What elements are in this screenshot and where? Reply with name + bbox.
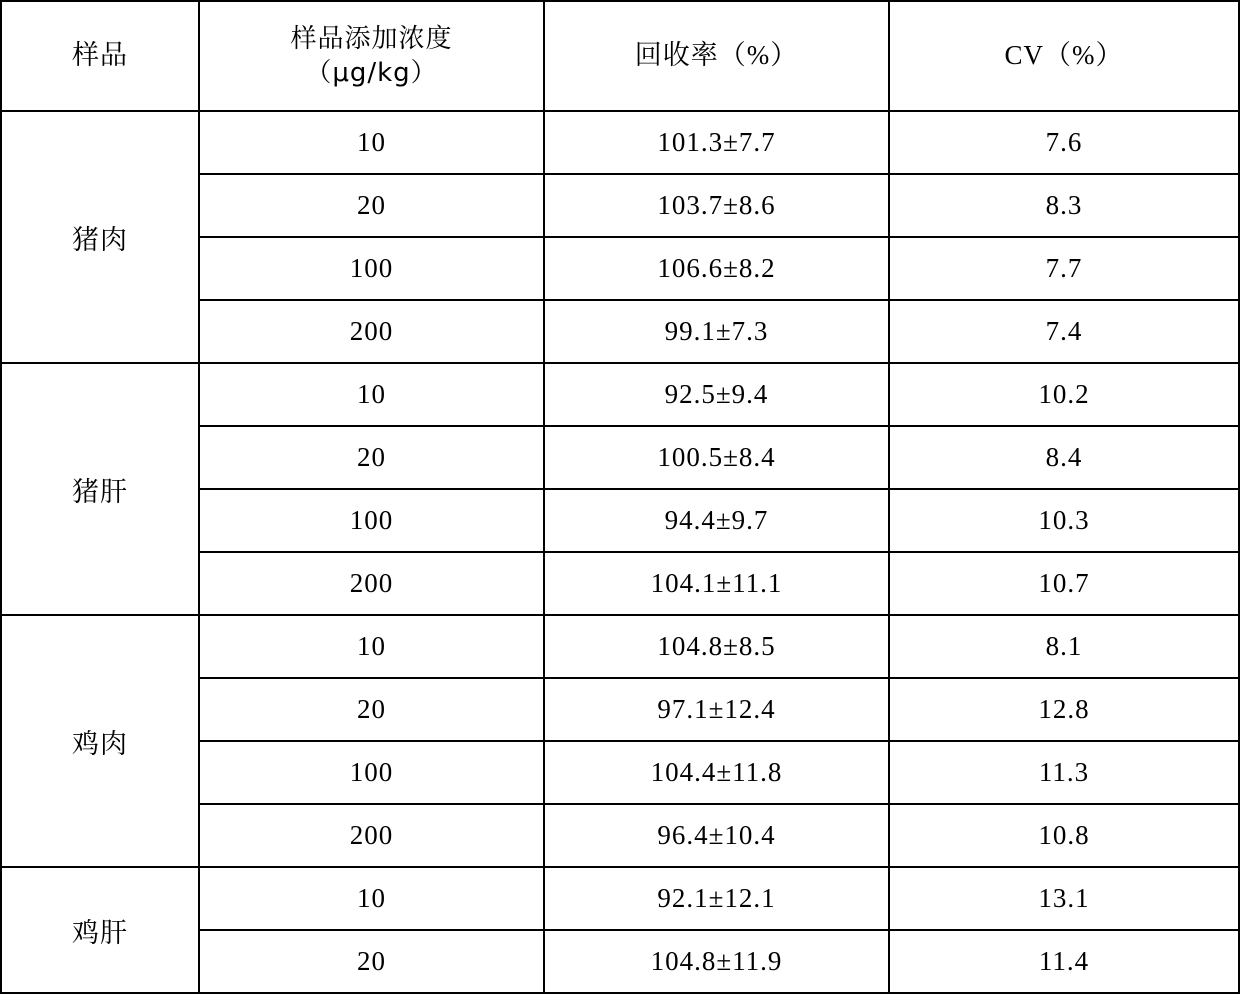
spike-value: 100 — [199, 489, 544, 552]
cv-value: 8.4 — [889, 426, 1239, 489]
column-header-cv: CV（%） — [889, 1, 1239, 111]
recovery-value: 104.8±8.5 — [544, 615, 889, 678]
column-header-spike-line1: 样品添加浓度 — [290, 23, 453, 54]
sample-label-pork: 猪肉 — [1, 111, 199, 363]
sample-label-pork-liver: 猪肝 — [1, 363, 199, 615]
sample-label-chicken: 鸡肉 — [1, 615, 199, 867]
cv-value: 11.3 — [889, 741, 1239, 804]
recovery-value: 104.1±11.1 — [544, 552, 889, 615]
column-header-recovery: 回收率（%） — [544, 1, 889, 111]
recovery-value: 97.1±12.4 — [544, 678, 889, 741]
cv-value: 11.4 — [889, 930, 1239, 993]
spike-value: 100 — [199, 741, 544, 804]
column-header-sample: 样品 — [1, 1, 199, 111]
cv-value: 10.7 — [889, 552, 1239, 615]
table-row — [1, 615, 1239, 678]
recovery-value: 96.4±10.4 — [544, 804, 889, 867]
table-row — [1, 363, 1239, 426]
column-header-spike-line2: （μg/kg） — [305, 58, 438, 88]
cv-value: 7.7 — [889, 237, 1239, 300]
sample-label-chicken-liver: 鸡肝 — [1, 867, 199, 993]
recovery-value: 99.1±7.3 — [544, 300, 889, 363]
recovery-value: 92.1±12.1 — [544, 867, 889, 930]
recovery-value: 101.3±7.7 — [544, 111, 889, 174]
recovery-value: 100.5±8.4 — [544, 426, 889, 489]
recovery-value: 94.4±9.7 — [544, 489, 889, 552]
cv-value: 8.1 — [889, 615, 1239, 678]
cv-value: 13.1 — [889, 867, 1239, 930]
spike-value: 20 — [199, 426, 544, 489]
column-header-spike-concentration — [199, 1, 544, 111]
spike-value: 10 — [199, 363, 544, 426]
recovery-value: 104.8±11.9 — [544, 930, 889, 993]
spike-value: 20 — [199, 930, 544, 993]
spike-value: 200 — [199, 804, 544, 867]
spike-value: 100 — [199, 237, 544, 300]
table-row — [1, 111, 1239, 174]
recovery-value: 106.6±8.2 — [544, 237, 889, 300]
table-row — [1, 867, 1239, 930]
cv-value: 10.8 — [889, 804, 1239, 867]
cv-value: 10.2 — [889, 363, 1239, 426]
cv-value: 10.3 — [889, 489, 1239, 552]
recovery-value: 103.7±8.6 — [544, 174, 889, 237]
spike-value: 10 — [199, 867, 544, 930]
spike-value: 200 — [199, 552, 544, 615]
spike-value: 200 — [199, 300, 544, 363]
cv-value: 7.6 — [889, 111, 1239, 174]
spike-value: 10 — [199, 615, 544, 678]
recovery-value: 92.5±9.4 — [544, 363, 889, 426]
spike-value: 10 — [199, 111, 544, 174]
cv-value: 12.8 — [889, 678, 1239, 741]
spike-value: 20 — [199, 678, 544, 741]
cv-value: 8.3 — [889, 174, 1239, 237]
table-header-row — [1, 1, 1239, 111]
spike-value: 20 — [199, 174, 544, 237]
cv-value: 7.4 — [889, 300, 1239, 363]
recovery-value: 104.4±11.8 — [544, 741, 889, 804]
